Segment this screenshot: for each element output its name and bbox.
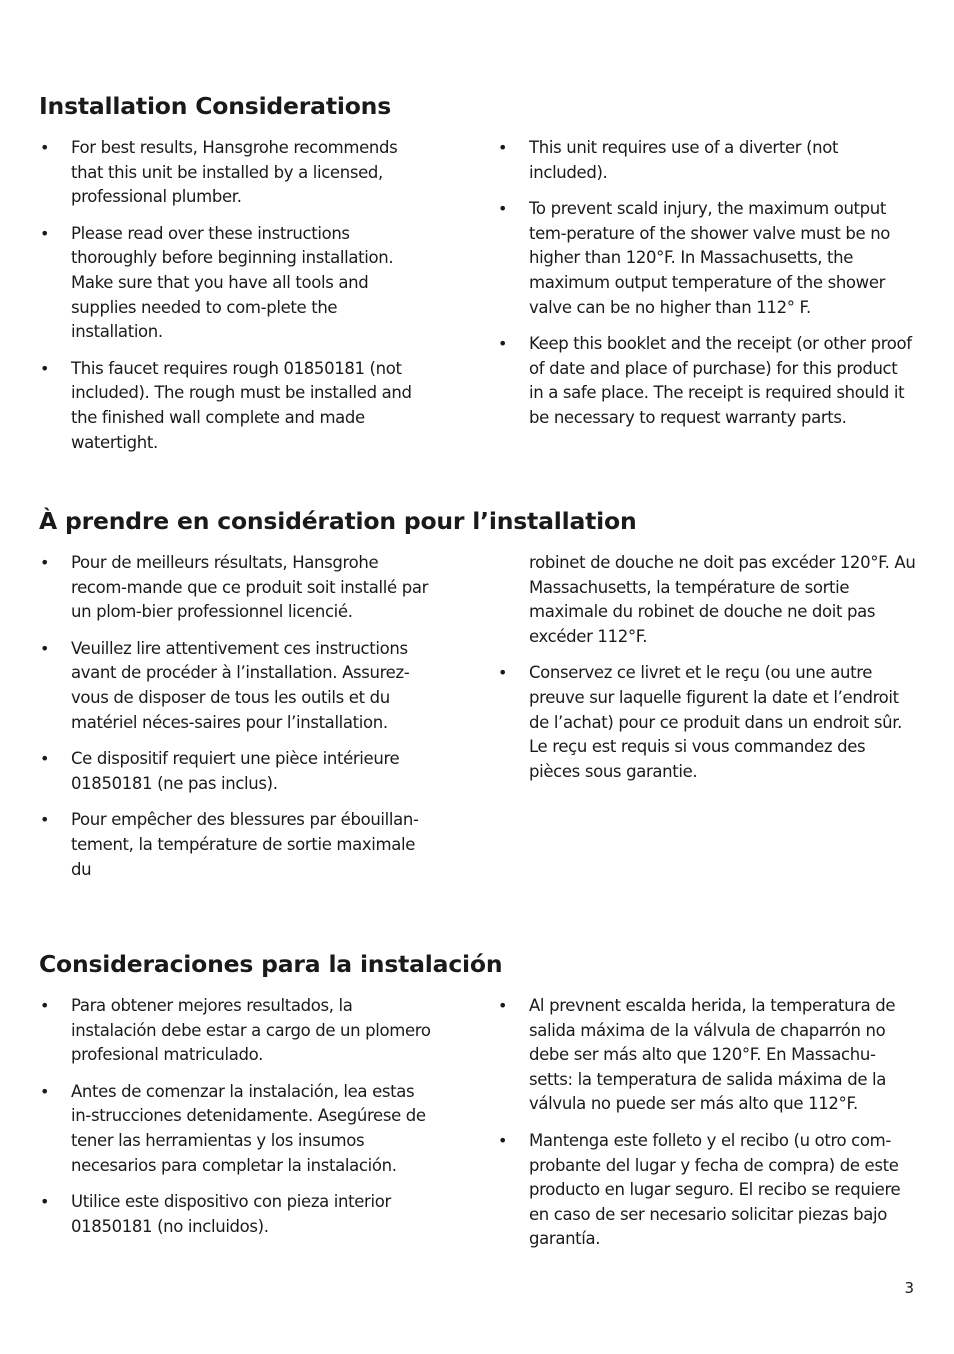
left-column-list (40, 551, 432, 894)
list-item-text: Pour empêcher des blessures par ébouillan-tement, la température de sortie maximale du (71, 810, 419, 879)
list-item-text: Al prevnent escalda herida, la temperatura de salida máxima de la válvula de chaparrón no debe ser más alto que 120°F. En Massachu-setts: la temperatura de salida máxima de la válvula no puede ser más alto que 112°F. (529, 996, 896, 1114)
bullet-icon: • (498, 334, 508, 354)
bullet-icon: • (40, 638, 50, 658)
bullet-icon: • (40, 996, 50, 1015)
list-item (40, 808, 432, 882)
list-item (40, 136, 432, 210)
bullet-icon: • (498, 663, 508, 683)
bullet-icon: • (498, 199, 508, 219)
list-item-text: Ce dispositif requiert une pièce intérieure 01850181 (ne pas inclus). (71, 749, 400, 793)
list-item (40, 637, 432, 735)
list-item-continuation (498, 551, 916, 649)
list-item-text: This unit requires use of a diverter (not included). (529, 138, 839, 182)
bullet-icon: • (40, 810, 50, 830)
page-number: 3 (904, 1279, 914, 1297)
section-heading: Consideraciones para la instalación (39, 950, 503, 978)
bullet-icon: • (498, 996, 508, 1015)
list-item-text: Conservez ce livret et le reçu (ou une autre preuve sur laquelle figurent la date et l’endroit de l’achat) pour ce produit dans un endroit sûr. Le reçu est requis si vous commandez des pièces sous garantie. (529, 663, 903, 781)
list-item (40, 551, 432, 625)
section-heading: À prendre en considération pour l’installation (39, 507, 637, 535)
list-item-text: Keep this booklet and the receipt (or other proof of date and place of purchase) for this product in a safe place. The receipt is required should it be necessary to request warranty parts. (529, 334, 912, 427)
list-item-text: Pour de meilleurs résultats, Hansgrohe recom-mande que ce produit soit installé par un plom-bier professionnel licencié. (71, 553, 429, 622)
right-column-list (498, 136, 916, 443)
list-item (40, 994, 432, 1068)
list-item-text: Veuillez lire attentivement ces instructions avant de procéder à l’installation. Assurez-vous de disposer de tous les outils et du matériel néces-saires pour l’installation. (71, 638, 410, 732)
list-item-text: Please read over these instructions thoroughly before beginning installation. Make sure that you have all tools and supplies needed to com-plete the installation. (71, 223, 394, 342)
right-column-list (498, 551, 916, 796)
bullet-icon: • (40, 138, 50, 157)
bullet-icon: • (498, 1130, 508, 1150)
list-item (498, 136, 916, 185)
bullet-icon: • (40, 1192, 50, 1212)
left-column-list (40, 136, 432, 467)
list-item (498, 1129, 916, 1252)
bullet-icon: • (40, 749, 50, 769)
bullet-icon: • (40, 1081, 50, 1101)
list-item-text: This faucet requires rough 01850181 (not included). The rough must be installed and the finished wall complete and made watertight. (71, 358, 412, 452)
list-item-text: Utilice este dispositivo con pieza interior 01850181 (no incluidos). (71, 1192, 391, 1236)
list-item (498, 332, 916, 430)
bullet-icon: • (498, 138, 508, 157)
list-item-text: Para obtener mejores resultados, la instalación debe estar a cargo de un plomero profesional matriculado. (71, 996, 431, 1065)
left-column-list (40, 994, 432, 1251)
bullet-icon: • (40, 358, 50, 378)
list-item-text: Mantenga este folleto y el recibo (u otro com-probante del lugar y fecha de compra) de este producto en lugar seguro. El recibo se requiere en caso de ser necesario solicitar piezas bajo garantía. (529, 1130, 901, 1249)
list-item (40, 222, 432, 345)
list-item (498, 661, 916, 784)
bullet-icon: • (40, 553, 50, 572)
list-item (498, 197, 916, 320)
bullet-icon: • (40, 223, 50, 243)
list-item (40, 1080, 432, 1178)
list-item-text: robinet de douche ne doit pas excéder 120°F. Au Massachusetts, la température de sortie maximale du robinet de douche ne doit pas excéder 112°F. (529, 553, 916, 646)
list-item (40, 357, 432, 455)
list-item-text: For best results, Hansgrohe recommends that this unit be installed by a licensed, professional plumber. (71, 138, 398, 207)
section-heading: Installation Considerations (39, 92, 391, 120)
right-column-list (498, 994, 916, 1264)
list-item (498, 994, 916, 1117)
list-item-text: To prevent scald injury, the maximum output tem-perature of the shower valve must be no higher than 120°F. In Massachusetts, the maximum output temperature of the shower valve can be no higher than 112° F. (529, 199, 891, 317)
list-item (40, 747, 432, 796)
list-item (40, 1190, 432, 1239)
list-item-text: Antes de comenzar la instalación, lea estas in-strucciones detenidamente. Asegúrese de tener las herramientas y los insumos necesarios para completar la instalación. (71, 1081, 426, 1175)
